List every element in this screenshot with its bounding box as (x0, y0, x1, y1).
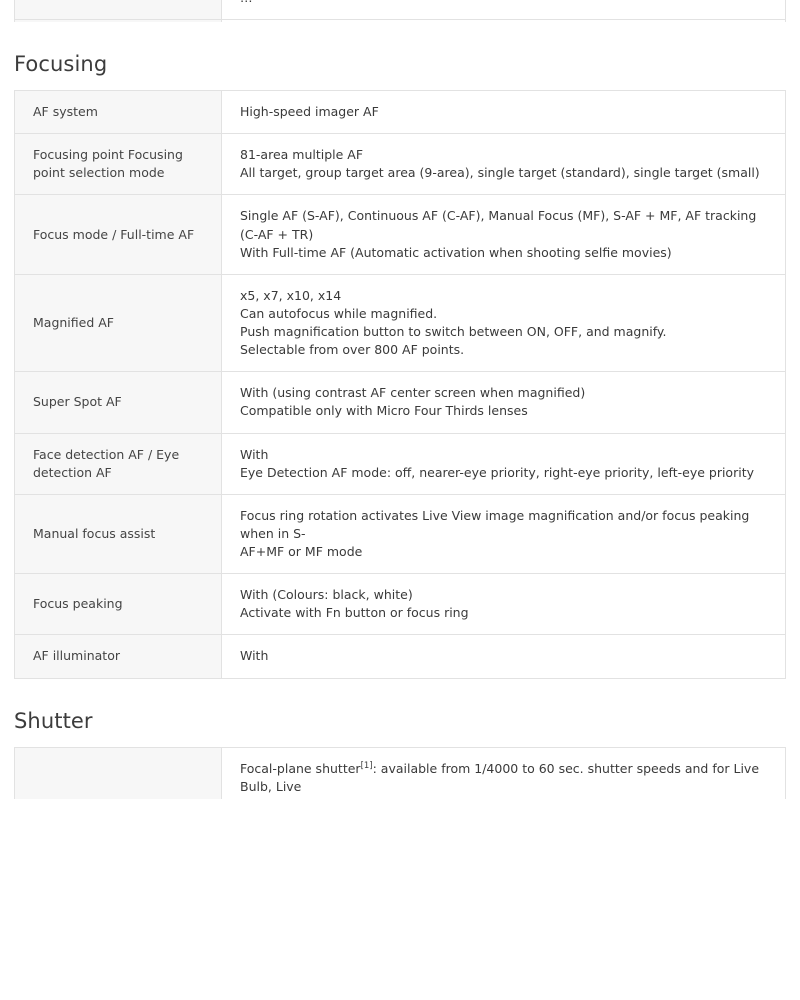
table-row (15, 0, 786, 20)
row-label-shutter-type (15, 747, 222, 799)
table-row-magnified-af (15, 274, 786, 372)
table-row-focus-mode (15, 195, 786, 274)
row-value (222, 0, 786, 20)
row-label-focus-mode: Focus mode / Full-time AF (15, 195, 222, 274)
row-label-tilting-capability (15, 20, 222, 22)
table-row-focusing-point (15, 134, 786, 195)
table-row-super-spot-af (15, 372, 786, 433)
focusing-spec-table (14, 90, 786, 679)
table-row-af-system (15, 91, 786, 134)
shutter-spec-table (14, 747, 786, 799)
row-value-face-detection-af: With Eye Detection AF mode: off, nearer-eye priority, right-eye priority, left-eye priority (222, 433, 786, 494)
row-label-super-spot-af: Super Spot AF (15, 372, 222, 433)
section-title-shutter: Shutter (14, 708, 93, 733)
shutter-table-wrapper (14, 747, 786, 799)
row-label (15, 0, 222, 20)
row-label-af-illuminator: AF illuminator (15, 635, 222, 678)
monitor-spec-table (14, 0, 786, 22)
row-label-face-detection-af: Face detection AF / Eye detection AF (15, 433, 222, 494)
row-label-magnified-af: Magnified AF (15, 274, 222, 372)
row-label-manual-focus-assist: Manual focus assist (15, 494, 222, 573)
top-partial-table-wrapper (14, 0, 786, 22)
row-label-focus-peaking: Focus peaking (15, 574, 222, 635)
table-row-focus-peaking (15, 574, 786, 635)
row-value-af-system: High-speed imager AF (222, 91, 786, 134)
row-value-shutter-type: Focal-plane shutter[1]: available from 1/4000 to 60 sec. shutter speeds and for Live Bulb, Live (222, 747, 786, 799)
table-row-af-illuminator (15, 635, 786, 678)
table-row-tilting-capability (15, 20, 786, 22)
row-value-manual-focus-assist: Focus ring rotation activates Live View image magnification and/or focus peaking when in S- AF+MF or MF mode (222, 494, 786, 573)
row-value-af-illuminator: With (222, 635, 786, 678)
table-row-manual-focus-assist (15, 494, 786, 573)
table-row-face-detection-af (15, 433, 786, 494)
row-value-focus-peaking: With (Colours: black, white) Activate with Fn button or focus ring (222, 574, 786, 635)
row-value-focus-mode: Single AF (S-AF), Continuous AF (C-AF), Manual Focus (MF), S-AF + MF, AF tracking (C-AF + TR) With Full-time AF (Automatic activation when shooting selfie movies) (222, 195, 786, 274)
row-label-focusing-point: Focusing point Focusing point selection mode (15, 134, 222, 195)
row-value-tilting-capability (222, 20, 786, 22)
row-value-super-spot-af: With (using contrast AF center screen when magnified) Compatible only with Micro Four Thirds lenses (222, 372, 786, 433)
row-value-magnified-af: x5, x7, x10, x14 Can autofocus while magnified. Push magnification button to switch between ON, OFF, and magnify. Selectable from over 800 AF points. (222, 274, 786, 372)
table-row-shutter-type (15, 747, 786, 799)
section-title-focusing: Focusing (14, 52, 108, 76)
row-value-focusing-point: 81-area multiple AF All target, group target area (9-area), single target (standard), single target (small) (222, 134, 786, 195)
row-label-af-system: AF system (15, 91, 222, 134)
